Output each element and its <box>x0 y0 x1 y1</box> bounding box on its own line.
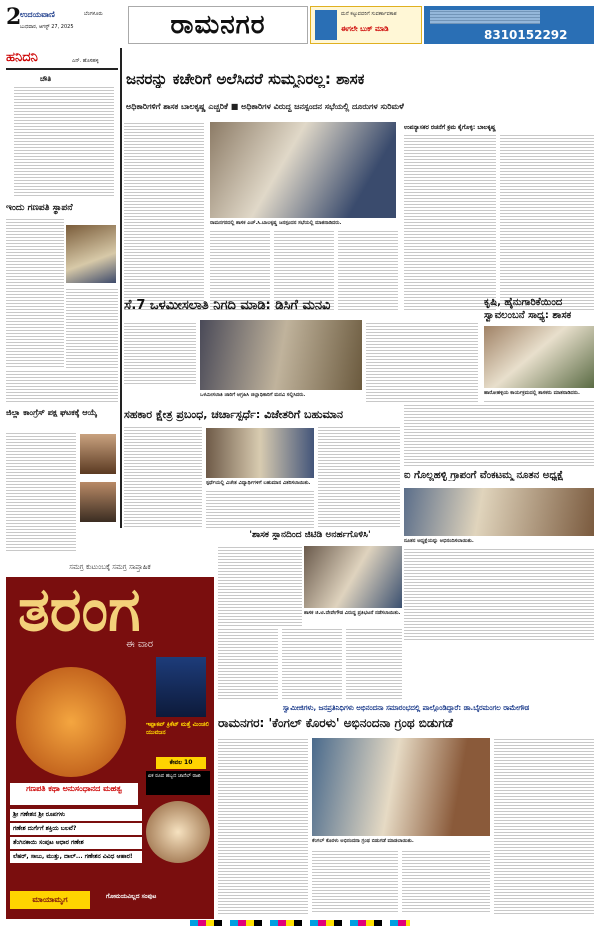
color-bar <box>190 920 410 926</box>
story2-photo <box>200 320 362 390</box>
taranga-title: ತರಂಗ <box>18 575 141 645</box>
ganesha-image <box>16 667 126 777</box>
story5-headline: ಐ ಗೊಲ್ಲಹಳ್ಳಿ ಗ್ರಾಪಂಗೆ ವೆಂಕಟಮ್ಮ ನೂತನ ಅಧ್ಯಕ್ಷೆ <box>404 470 564 481</box>
lead-headline: ಜನರನ್ನು ಕಚೇರಿಗೆ ಅಲೆಸಿದರೆ ಸುಮ್ಮನಿರಲ್ಲ: ಶಾಸಕ <box>126 70 365 88</box>
person-photo-2 <box>80 482 116 522</box>
page-number: 2 <box>6 4 22 30</box>
ad-top-1: ಮನೆ ಕಟ್ಟುವವರಿಗೆ ಸುವರ್ಣಾವಕಾಶ ಈಗಲೇ ಬುಕ್ ಮಾಡಿ <box>310 6 422 44</box>
lead-caption: ರಾಮನಗರದಲ್ಲಿ ಶಾಸಕ ಎಚ್.ಸಿ.ಬಾಲಕೃಷ್ಣ ಜನಸ್ಪಂದನ ಸಭೆಯಲ್ಲಿ ಮಾತನಾಡಿದರು. <box>210 220 342 226</box>
lead-photo <box>210 122 396 218</box>
city: ಬೆಂಗಳೂರು <box>84 11 103 17</box>
cricketer-image <box>156 657 206 717</box>
date: ಬುಧವಾರ, ಆಗಸ್ಟ್ 27, 2025 <box>20 24 74 30</box>
hanidani-header: ಹನಿದನಿ ಎನ್. ಹೊಸಹಳ್ಳಿ <box>6 48 118 70</box>
ad-phone: 8310152292 <box>484 28 568 42</box>
story7-headline: ರಾಮನಗರ: 'ಕೆಂಗಲ್ ಕೊರಳು' ಅಭಿನಂದನಾ ಗ್ರಂಥ ಬಿಡುಗಡೆ <box>218 716 453 730</box>
story-ganapathi-title: ಇಂದು ಗಣಪತಿ ಸ್ಥಾಪನೆ <box>6 203 73 213</box>
story6-strap: ಸ್ವಾಮೀಜಿಗಳು, ಜನಪ್ರತಿನಿಧಿಗಳು ಅಭಿನಂದನಾ ಸಮಾರಂಭದಲ್ಲಿ ಪಾಲ್ಗೊಂಡಿದ್ದಾರೆ: ಡಾ.ಬೈರಮಂಗಲ ರಾಮೇಗೌಡ <box>282 704 530 712</box>
story4-photo <box>206 428 314 478</box>
ad-top-2 <box>424 6 594 44</box>
story2-headline: ಸೆ.7 ಒಳಮೀಸಲಾತಿ ನಿಗದಿ ಮಾಡಿ: ಡಿಸಿಗೆ ಮನವಿ <box>124 298 331 313</box>
section-title: ರಾಮನಗರ <box>170 9 266 40</box>
story5-photo <box>404 488 594 536</box>
poem-title: ಚೌತಿ <box>40 75 52 83</box>
model-photo <box>146 801 210 863</box>
story6-headline: 'ಶಾಸಕ ಸ್ಥಾನದಿಂದ ಜಿಟಿಡಿ ಅನರ್ಹಗೊಳಿಸಿ' <box>249 530 371 540</box>
ganapathi-photo <box>66 225 116 283</box>
story6-photo <box>304 546 402 608</box>
story4-headline: ಸಹಕಾರ ಕ್ಷೇತ್ರ ಪ್ರಬಂಧ, ಚರ್ಚಾಸ್ಪರ್ಧೆ: ವಿಜೇತರಿಗೆ ಬಹುಮಾನ <box>124 408 344 421</box>
taranga-ad[interactable]: ಸಮಗ್ರ ಕುಟುಂಬಕ್ಕೆ ಸಮಗ್ರ ಸಾಪ್ತಾಹಿಕ ತರಂಗ ಈ ವಾರ ಇಪ್ಪಾಕಪ್ ಕ್ರಿಕೆಟ್ ಮತ್ತೆ ಮಿಂಚಲಿ ಯುವಜನ ಕೇವಲ 10 ಏಕ ರೂಪ ಹಬ್ಬದ ಚಾನೆಲ್ ರಾಖಿ ಗಣಪತಿ ಕಥಾ ಅನುಸಂಧಾನದ ಮಹತ್ವ ಶ್ರೀ ಗಣೇಶನ ಶ್ರೀ ರೂಪಗಳು ಗಣೇಶ ದುರ್ಗೆಗೆ ಶಕ್ತಿಯ ಬಲವೆ? ತೆಂಗಿನಕಾಯಿ ಸಂಪುಟ ಆಧಾರ ಗಣೇಶ ಲೆಹರ್, ಸಾಬು, ಮುತ್ತು, ದಾಲ್... ಗಣೇಶನ ವಿವಿಧ ಆಹಾರ! ಮಾಯಾಮೃಗ ಗೋಮಯವಿಲ್ಲದ ಸಂಪುಟ <box>6 557 214 919</box>
story-congress-title: ಜಿಲ್ಲಾ ಕಾಂಗ್ರೆಸ್ ಪಕ್ಷ ಘಟಕಕ್ಕೆ ಆಯ್ಕೆ <box>6 408 98 417</box>
taranga-items: ಶ್ರೀ ಗಣೇಶನ ಶ್ರೀ ರೂಪಗಳು ಗಣೇಶ ದುರ್ಗೆಗೆ ಶಕ್ತಿಯ ಬಲವೆ? ತೆಂಗಿನಕಾಯಿ ಸಂಪುಟ ಆಧಾರ ಗಣೇಶ ಲೆಹರ್, ಸಾಬು, ಮುತ್ತು, ದಾಲ್... ಗಣೇಶನ ವಿವಿಧ ಆಹಾರ! <box>10 809 142 865</box>
lead-subhead: ಅಧಿಕಾರಿಗಳಿಗೆ ಶಾಸಕ ಬಾಲಕೃಷ್ಣ ಎಚ್ಚರಿಕೆ ■ ಅಧಿಕಾರಿಗಳ ವಿರುದ್ಧ ಜನಸ್ಪಂದನ ಸಭೆಯಲ್ಲಿ ದೂರುಗಳ ಸುರಿಮಳೆ <box>126 102 404 111</box>
mayamruga: ಮಾಯಾಮೃಗ <box>10 891 90 909</box>
story7-photo <box>312 738 490 836</box>
story3-photo <box>484 326 594 388</box>
section-banner <box>128 6 308 44</box>
story3-headline: ಕೃಷಿ, ಹೈನುಗಾರಿಕೆಯಿಂದ ಸ್ವಾವಲಂಬನೆ ಸಾಧ್ಯ: ಶಾಸಕ <box>484 297 572 321</box>
lead-side-title: ಉಪನ್ಯಾಸಕರ ರಚನೆಗೆ ಕ್ರಮ ಕೈಗೊಳ್ಳಿ: ಬಾಲಕೃಷ್ಣ <box>404 124 496 131</box>
poem-body <box>14 86 114 196</box>
masthead-left <box>6 4 126 44</box>
person-photo-1 <box>80 434 116 474</box>
paper-name: ಉದಯವಾಣಿ <box>20 10 55 19</box>
